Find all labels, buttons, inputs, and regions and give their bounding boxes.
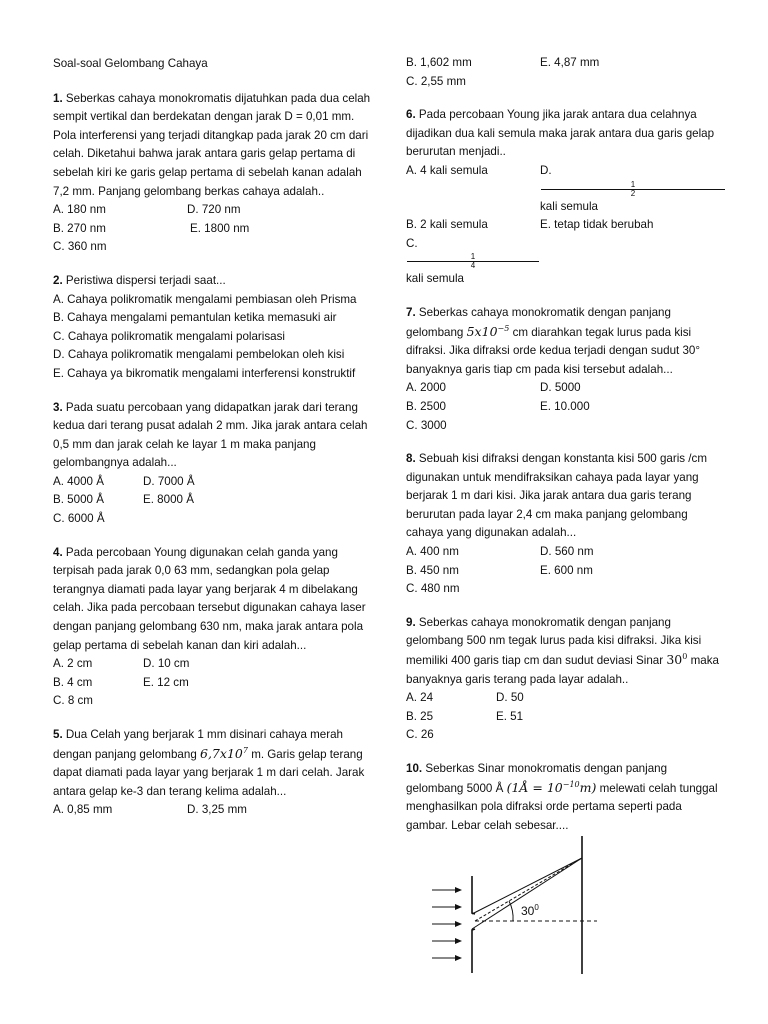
option-d: D. 720 nm bbox=[187, 203, 241, 217]
option-b: B. 1,602 mm bbox=[406, 56, 472, 69]
options bbox=[406, 162, 726, 289]
slit-upper bbox=[472, 876, 475, 914]
question-number: 4. bbox=[53, 545, 63, 559]
incoming-light-arrows bbox=[432, 890, 461, 958]
question-text: Pada percobaan Young digunakan celah ganda yang terpisah pada jarak 0,0 63 mm, sedangkan pola gelap terangnya diamati pada layar yang berjarak 4 m dibelakang celah. Jika pada percobaan tersebut digunakan cahaya laser dengan panjang gelombang 630 nm, maka jarak antara pola gelap pertama di sebelah kanan dan kiri adalah... bbox=[53, 545, 366, 652]
angle-value: $30^0$ bbox=[666, 651, 688, 668]
question-text: Dua Celah yang berjarak 1 mm disinari cahaya merah dengan panjang gelombang bbox=[53, 728, 344, 761]
option-c: C. 3000 bbox=[406, 418, 447, 432]
question-5-continued bbox=[406, 54, 726, 91]
question-9 bbox=[406, 614, 726, 745]
question-4 bbox=[53, 544, 373, 711]
option-c: C. 480 nm bbox=[406, 582, 460, 596]
option-b: B. 270 nm bbox=[53, 221, 106, 235]
option-d: D. 50 bbox=[496, 691, 524, 705]
option-e: E. 8000 Å bbox=[143, 493, 194, 507]
right-column bbox=[406, 55, 726, 850]
option-c: C. 1 4 kali semula bbox=[406, 235, 540, 289]
document-title: Soal-soal Gelombang Cahaya bbox=[53, 57, 208, 70]
option-d: D. 10 cm bbox=[143, 657, 190, 671]
option-a: A. 4 kali semula bbox=[406, 163, 488, 177]
option-b: B. 5000 Å bbox=[53, 493, 104, 507]
option-b: B. 2500 bbox=[406, 399, 446, 413]
question-text-cont: melewati celah tunggal menghasilkan pola difraksi orde pertama seperti pada gambar. Lebar celah sebesar.... bbox=[406, 781, 718, 832]
question-3 bbox=[53, 399, 373, 529]
question-5 bbox=[53, 726, 373, 820]
option-e: E. 1800 nm bbox=[190, 221, 250, 235]
option-d: D. 7000 Å bbox=[143, 474, 195, 488]
options bbox=[53, 801, 373, 820]
option-a: A. 180 nm bbox=[53, 203, 106, 217]
option-c: C. Cahaya polikromatik mengalami polarisasi bbox=[53, 329, 285, 343]
question-7 bbox=[406, 304, 726, 435]
wavelength-value: $6,7x10^7$ bbox=[200, 745, 248, 761]
question-text: Pada percobaan Young jika jarak antara dua celahnya dijadikan dua kali semula maka jarak antara dua garis gelap berurutan menjadi.. bbox=[406, 108, 715, 159]
option-d: D. 1 2 kali semula bbox=[540, 162, 726, 216]
option-b: B. 450 nm bbox=[406, 563, 459, 577]
option-b: B. 4 cm bbox=[53, 675, 93, 689]
options bbox=[406, 689, 726, 745]
question-number: 7. bbox=[406, 305, 416, 319]
option-d: D. Cahaya polikromatik mengalami pembelokan oleh kisi bbox=[53, 348, 345, 362]
option-c: C. 360 nm bbox=[53, 240, 107, 254]
option-e: E. 4,87 mm bbox=[540, 56, 600, 69]
angstrom-conversion: (1Å = $10^{-10}m$) bbox=[506, 779, 597, 795]
option-c: C. 8 cm bbox=[53, 694, 93, 708]
question-text: Peristiwa dispersi terjadi saat... bbox=[65, 273, 226, 287]
question-1 bbox=[53, 90, 373, 257]
option-b: B. 2 kali semula bbox=[406, 218, 488, 232]
single-slit-diagram bbox=[425, 828, 610, 978]
options bbox=[53, 201, 373, 257]
option-d: D. 3,25 mm bbox=[187, 803, 247, 817]
question-number: 6. bbox=[406, 108, 416, 122]
options bbox=[406, 543, 726, 599]
option-a: A. 2000 bbox=[406, 381, 446, 395]
option-a: A. 400 nm bbox=[406, 545, 459, 559]
option-d: D. 560 nm bbox=[540, 545, 594, 559]
option-a: A. Cahaya polikromatik mengalami pembiasan oleh Prisma bbox=[53, 292, 357, 306]
option-e: E. 12 cm bbox=[143, 675, 189, 689]
option-b: B. Cahaya mengalami pemantulan ketika memasuki air bbox=[53, 311, 337, 325]
question-number: 1. bbox=[53, 91, 63, 105]
options bbox=[406, 379, 726, 435]
options bbox=[406, 54, 726, 91]
option-d: D. 5000 bbox=[540, 381, 581, 395]
slit-barrier bbox=[472, 876, 475, 973]
question-number: 3. bbox=[53, 400, 63, 414]
question-2 bbox=[53, 272, 373, 384]
option-a: A. 0,85 mm bbox=[53, 803, 113, 817]
option-e: E. Cahaya ya bikromatik mengalami interferensi konstruktif bbox=[53, 366, 356, 380]
question-number: 5. bbox=[53, 728, 63, 741]
options bbox=[53, 473, 373, 529]
options bbox=[53, 655, 373, 711]
diffracted-rays bbox=[472, 858, 582, 929]
option-b: B. 25 bbox=[406, 709, 434, 723]
question-text: Seberkas Sinar monokromatis dengan panjang gelombang 5000 Å bbox=[406, 762, 668, 795]
option-a: A. 24 bbox=[406, 691, 434, 705]
option-c: C. 26 bbox=[406, 728, 434, 742]
option-e: E. tetap tidak berubah bbox=[540, 218, 654, 232]
option-e: E. 10.000 bbox=[540, 399, 590, 413]
question-10 bbox=[406, 760, 726, 835]
option-a: A. 4000 Å bbox=[53, 474, 104, 488]
option-a: A. 2 cm bbox=[53, 657, 93, 671]
slit-lower bbox=[472, 929, 475, 973]
option-c: C. 2,55 mm bbox=[406, 74, 466, 88]
question-text: Seberkas cahaya monokromatik dengan panjang gelombang 500 nm tegak lurus pada kisi difraksi. Jika kisi memiliki 400 garis tiap cm dan sudut deviasi Sinar bbox=[406, 615, 702, 668]
question-text-cont: m. Garis gelap terang dapat diamati pada layar yang berjarak 1 m dari celah. Jarak antara gelap ke-3 dan terang kelima adalah... bbox=[53, 747, 365, 798]
question-8 bbox=[406, 450, 726, 599]
question-text: Seberkas cahaya monokromatik dengan panjang gelombang bbox=[406, 305, 671, 339]
angle-label: $30^0$ bbox=[521, 903, 539, 918]
option-e: E. 51 bbox=[496, 709, 524, 723]
question-text-cont: maka banyaknya garis terang pada layar adalah.. bbox=[406, 654, 719, 686]
question-text-cont: cm diarahkan tegak lurus pada kisi difraksi. Jika difraksi orde kedua terjadi dengan sudut 30° banyaknya garis tiap cm pada kisi tersebut adalah... bbox=[406, 325, 701, 376]
option-e: E. 600 nm bbox=[540, 563, 593, 577]
wavelength-value: $5x10^{-5}$ bbox=[466, 323, 510, 339]
question-number: 10. bbox=[406, 762, 423, 775]
question-number: 2. bbox=[53, 273, 63, 287]
question-6 bbox=[406, 106, 726, 289]
question-text: Seberkas cahaya monokromatis dijatuhkan pada dua celah sempit vertikal dan berdekatan dengan jarak D = 0,01 mm. Pola interferensi yang terjadi ditangkap pada jarak 20 cm dari celah. Diketahui bahwa jarak antara garis gelap pertama di sebelah kiri ke garis gelap pertama di sebelah kanan adalah 7,2 mm. Panjang gelombang berkas cahaya adalah.. bbox=[53, 91, 371, 198]
question-number: 9. bbox=[406, 615, 416, 629]
question-number: 8. bbox=[406, 452, 416, 466]
question-text: Pada suatu percobaan yang didapatkan jarak dari terang kedua dari terang pusat adalah 2 mm. Jika jarak antara celah 0,5 mm dan jarak celah ke layar 1 m maka panjang gelombangnya adalah... bbox=[53, 400, 368, 470]
left-column bbox=[53, 55, 373, 835]
question-text: Sebuah kisi difraksi dengan konstanta kisi 500 garis /cm digunakan untuk mendifraksikan cahaya pada layar yang berjarak 1 m dari kisi. Jika jarak antara dua garis terang berurutan pada layar 2,4 cm maka panjang gelombang cahaya yang digunakan adalah... bbox=[406, 452, 707, 540]
option-c: C. 6000 Å bbox=[53, 512, 105, 526]
